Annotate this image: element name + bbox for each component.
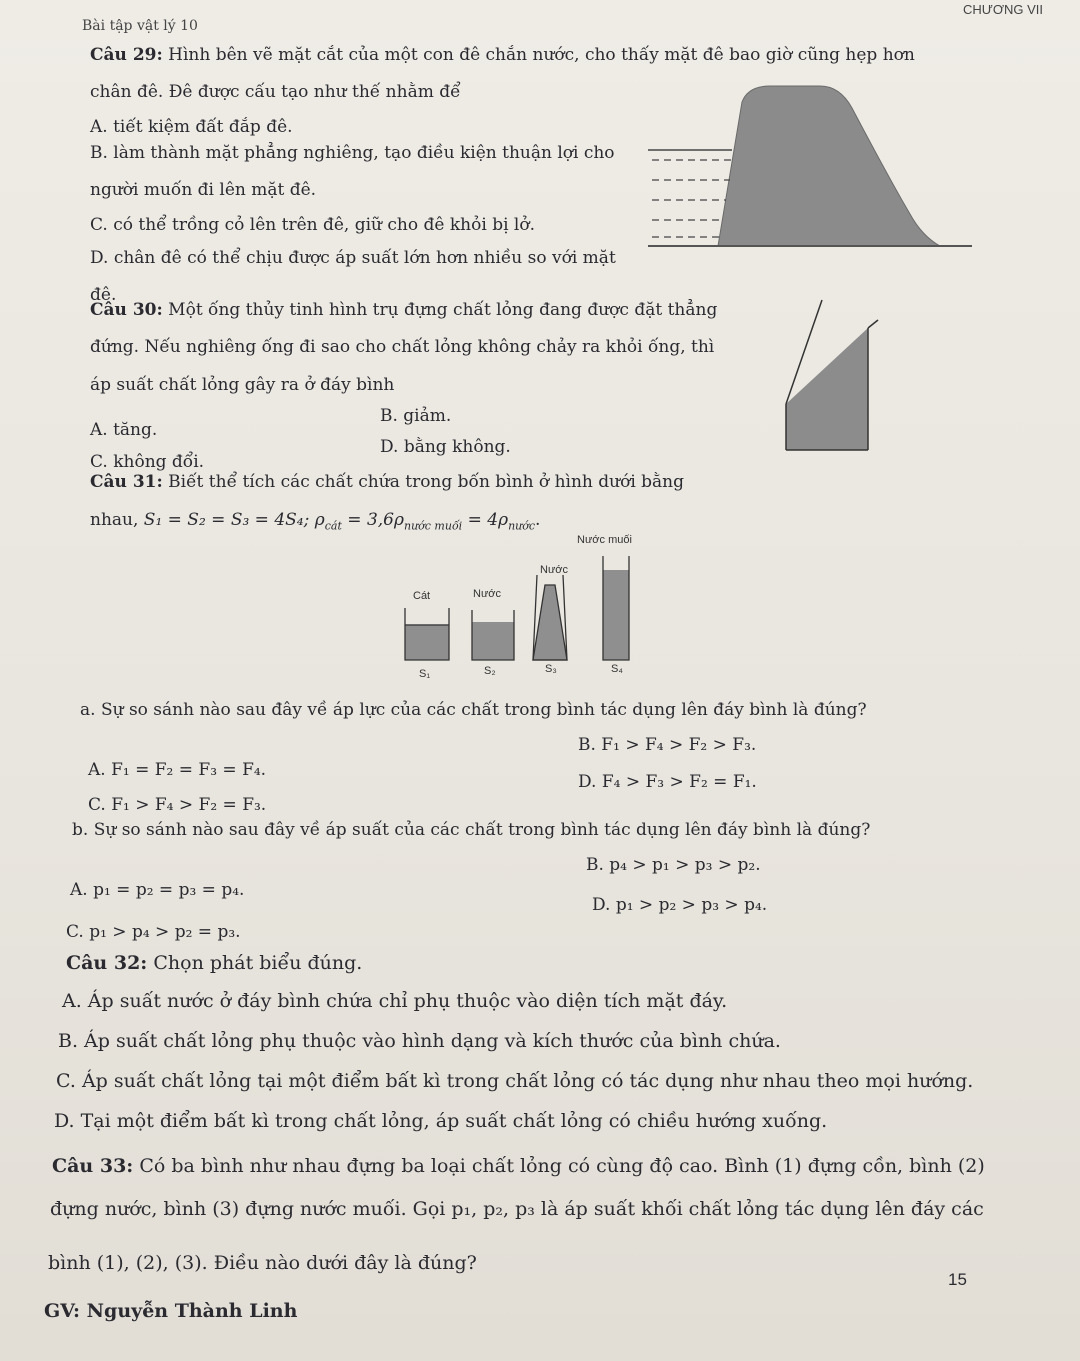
q32-option-d: D. Tại một điểm bất kì trong chất lỏng, áp suất chất lỏng có chiều hướng xuống. xyxy=(54,1110,828,1132)
q30-line3: áp suất chất lỏng gây ra ở đáy bình xyxy=(90,375,395,395)
page-number: 15 xyxy=(948,1270,967,1289)
q31-part-b-option-c: C. p₁ > p₄ > p₂ = p₃. xyxy=(66,922,241,942)
header-chapter: CHƯƠNG VII xyxy=(963,2,1044,17)
q29-option-b-line1: B. làm thành mặt phẳng nghiêng, tạo điều kiện thuận lợi cho xyxy=(90,143,615,163)
q32-option-a: A. Áp suất nước ở đáy bình chứa chỉ phụ thuộc vào diện tích mặt đáy. xyxy=(62,990,728,1012)
q29-option-d-line2: đê. xyxy=(90,285,117,305)
container-2 xyxy=(472,610,514,660)
q32-option-c: C. Áp suất chất lỏng tại một điểm bất kì trong chất lỏng có tác dụng như nhau theo mọi hướng. xyxy=(56,1070,974,1092)
tilted-tube-figure xyxy=(770,292,880,482)
header-subject: Bài tập vật lý 10 xyxy=(82,18,198,34)
q29-option-a: A. tiết kiệm đất đắp đê. xyxy=(90,117,293,137)
label-s2: S₂ xyxy=(484,665,496,677)
q31-line1: Câu 31: Biết thể tích các chất chứa trong bốn bình ở hình dưới bằng xyxy=(90,472,685,492)
q31-part-a-question: a. Sự so sánh nào sau đây về áp lực của các chất trong bình tác dụng lên đáy bình là đúng? xyxy=(80,700,867,720)
q31-part-b-question: b. Sự so sánh nào sau đây về áp suất của các chất trong bình tác dụng lên đáy bình là đúng? xyxy=(72,820,871,840)
containers-figure xyxy=(395,530,675,685)
container-1-sand xyxy=(405,625,449,660)
q33-line2: đựng nước, bình (3) đựng nước muối. Gọi p₁, p₂, p₃ là áp suất khối chất lỏng tác dụng lên đáy các xyxy=(50,1198,984,1220)
container-3 xyxy=(533,575,567,660)
label-s1: S₁ xyxy=(419,668,431,680)
q31-part-b-option-b: B. p₄ > p₁ > p₃ > p₂. xyxy=(586,855,761,875)
teacher-name: GV: Nguyễn Thành Linh xyxy=(44,1300,298,1322)
q29-number: Câu 29: xyxy=(90,45,163,65)
container-4 xyxy=(603,556,629,660)
label-nuoc-muoi: Nước muối xyxy=(577,534,632,546)
q31-line2: nhau, S₁ = S₂ = S₃ = 4S₄; $\rho_{cát} = 3,6\rho_{nước muối} = 4\rho_{nước}$. xyxy=(90,510,541,533)
q33-line1: Câu 33: Có ba bình như nhau đựng ba loại chất lỏng có cùng độ cao. Bình (1) đựng cồn, bình (2) xyxy=(52,1155,985,1177)
q30-option-a: A. tăng. xyxy=(90,420,158,440)
q31-part-a-option-a: A. F₁ = F₂ = F₃ = F₄. xyxy=(88,760,267,780)
q31-part-b-option-a: A. p₁ = p₂ = p₃ = p₄. xyxy=(70,880,245,900)
q30-option-d: D. bằng không. xyxy=(380,437,511,457)
q31-number: Câu 31: xyxy=(90,472,163,492)
q29-line2: chân đê. Đê được cấu tạo như thế nhằm để xyxy=(90,82,461,102)
label-s4: S₄ xyxy=(611,663,623,675)
container-3-water xyxy=(533,585,567,660)
q30-number: Câu 30: xyxy=(90,300,163,320)
q30-line2: đứng. Nếu nghiêng ống đi sao cho chất lỏng không chảy ra khỏi ống, thì xyxy=(90,337,715,357)
label-nuoc-2: Nước xyxy=(540,564,569,576)
q29-option-b-line2: người muốn đi lên mặt đê. xyxy=(90,180,317,200)
label-s3: S₃ xyxy=(545,663,557,675)
q32-stem: Câu 32: Chọn phát biểu đúng. xyxy=(66,952,363,974)
container-4-saltwater xyxy=(603,570,629,660)
q33-line3: bình (1), (2), (3). Điều nào dưới đây là đúng? xyxy=(48,1252,477,1274)
label-cat: Cát xyxy=(413,590,431,602)
tube-liquid xyxy=(786,328,868,450)
q30-option-c: C. không đổi. xyxy=(90,452,205,472)
q31-part-a-option-d: D. F₄ > F₃ > F₂ = F₁. xyxy=(578,772,757,792)
q29-option-c: C. có thể trồng cỏ lên trên đê, giữ cho đê khỏi bị lở. xyxy=(90,215,535,235)
water-dashes xyxy=(652,160,732,237)
q33-number: Câu 33: xyxy=(52,1155,134,1177)
label-nuoc-1: Nước xyxy=(473,588,502,600)
q29-line1: Câu 29: Hình bên vẽ mặt cắt của một con đê chắn nước, cho thấy mặt đê bao giờ cũng hẹp hơn xyxy=(90,45,915,65)
dike-body xyxy=(718,86,940,246)
q30-option-b: B. giảm. xyxy=(380,406,452,426)
container-1 xyxy=(405,608,449,660)
q30-line1: Câu 30: Một ống thủy tinh hình trụ đựng chất lỏng đang được đặt thẳng xyxy=(90,300,718,320)
q32-number: Câu 32: xyxy=(66,952,148,974)
q32-option-b: B. Áp suất chất lỏng phụ thuộc vào hình dạng và kích thước của bình chứa. xyxy=(58,1030,781,1052)
container-2-water xyxy=(472,622,514,660)
q31-part-b-option-d: D. p₁ > p₂ > p₃ > p₄. xyxy=(592,895,768,915)
q31-part-a-option-c: C. F₁ > F₄ > F₂ = F₃. xyxy=(88,795,267,815)
dike-cross-section-figure xyxy=(640,80,980,255)
q29-option-d-line1: D. chân đê có thể chịu được áp suất lớn hơn nhiều so với mặt xyxy=(90,248,616,268)
q31-part-a-option-b: B. F₁ > F₄ > F₂ > F₃. xyxy=(578,735,757,755)
